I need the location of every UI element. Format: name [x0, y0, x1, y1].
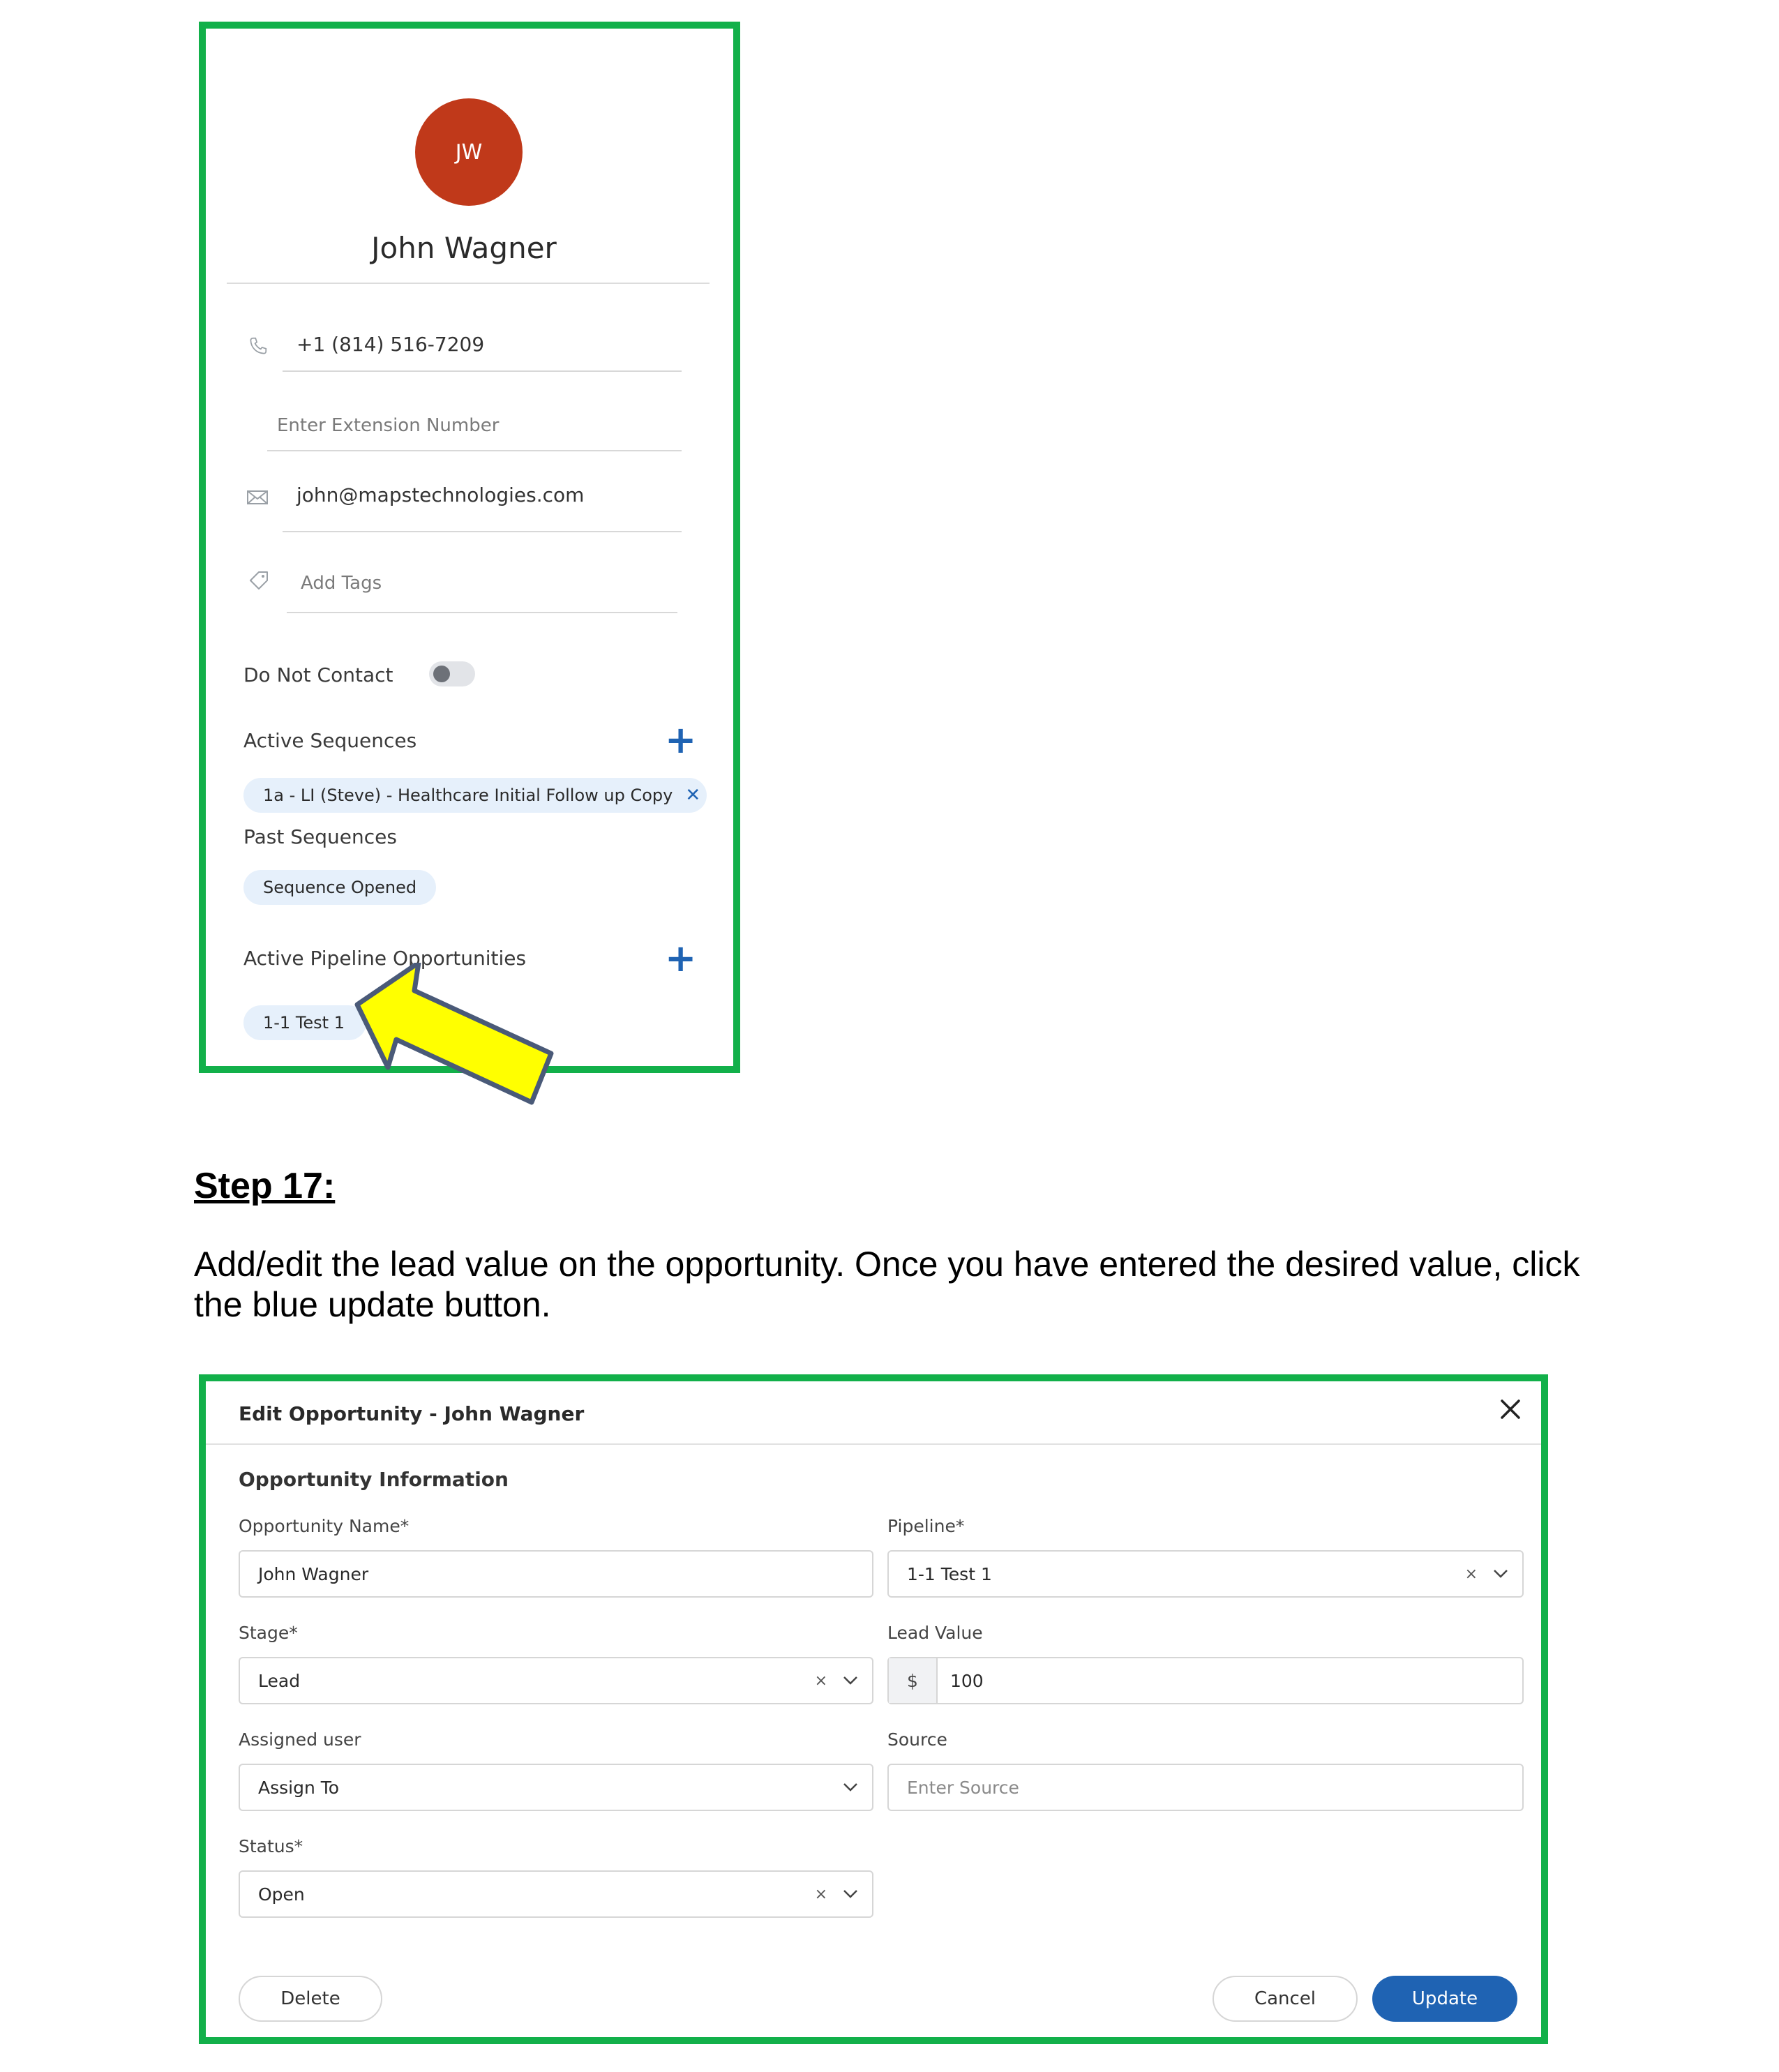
contact-name: John Wagner	[371, 231, 557, 265]
assigned-user-value: Assign To	[258, 1777, 340, 1798]
close-icon[interactable]	[1496, 1395, 1524, 1423]
step-description: Add/edit the lead value on the opportunity. Once you have entered the desired value, click the blue update button.	[194, 1245, 1580, 1324]
tag-icon	[248, 569, 270, 592]
status-value: Open	[258, 1884, 305, 1905]
divider	[227, 283, 710, 284]
update-button[interactable]: Update	[1372, 1976, 1517, 2022]
field-underline	[287, 612, 677, 613]
clear-icon[interactable]: ×	[1464, 1565, 1478, 1583]
source-label: Source	[887, 1729, 947, 1750]
clear-icon[interactable]: ×	[814, 1885, 827, 1903]
field-underline	[267, 450, 682, 451]
status-label: Status*	[239, 1836, 303, 1856]
select-controls	[815, 1872, 858, 1916]
panel-edge	[736, 29, 737, 1068]
lead-value-input[interactable]	[887, 1657, 1524, 1704]
opportunity-name-label: Opportunity Name*	[239, 1516, 410, 1536]
callout-arrow-icon	[349, 963, 565, 1123]
pipeline-value: 1-1 Test 1	[907, 1563, 992, 1584]
stage-label: Stage*	[239, 1623, 298, 1643]
active-sequences-label: Active Sequences	[243, 729, 417, 752]
avatar	[415, 98, 523, 206]
modal-title: Edit Opportunity - John Wagner	[239, 1402, 585, 1425]
lead-value: 100	[950, 1670, 984, 1691]
source-input[interactable]	[887, 1764, 1524, 1811]
stage-value: Lead	[258, 1670, 301, 1691]
stage-select[interactable]	[239, 1657, 873, 1704]
contact-card-screenshot	[199, 22, 740, 1073]
select-controls	[1465, 1552, 1508, 1596]
active-sequence-pill-label: 1a - LI (Steve) - Healthcare Initial Follow up Copy	[263, 786, 673, 805]
pipeline-select[interactable]	[887, 1550, 1524, 1598]
pipeline-pill-label: 1-1 Test 1	[263, 1013, 345, 1033]
do-not-contact-label: Do Not Contact	[243, 663, 393, 686]
opportunity-name-value: John Wagner	[258, 1563, 369, 1584]
phone-field[interactable]: +1 (814) 516-7209	[296, 333, 485, 356]
clear-icon[interactable]: ×	[814, 1672, 827, 1690]
assigned-user-label: Assigned user	[239, 1729, 361, 1750]
pipeline-opportunity-pill[interactable]	[243, 1005, 366, 1040]
chevron-down-icon[interactable]	[843, 1889, 858, 1899]
add-sequence-button[interactable]: +	[665, 718, 697, 762]
avatar-initials: JW	[455, 140, 483, 165]
pipeline-label: Pipeline*	[887, 1516, 965, 1536]
currency-symbol: $	[907, 1670, 918, 1691]
email-field[interactable]: john@mapstechnologies.com	[296, 483, 585, 506]
chevron-down-icon[interactable]	[1493, 1569, 1508, 1579]
add-opportunity-button[interactable]: +	[665, 936, 697, 980]
remove-sequence-icon[interactable]: ✕	[685, 785, 701, 806]
select-controls	[815, 1658, 858, 1703]
toggle-knob	[433, 666, 450, 682]
chevron-down-icon[interactable]	[843, 1676, 858, 1686]
past-sequence-pill[interactable]	[243, 870, 436, 905]
do-not-contact-toggle[interactable]	[429, 661, 475, 686]
select-controls	[843, 1765, 858, 1810]
assigned-user-select[interactable]	[239, 1764, 873, 1811]
active-pipeline-label: Active Pipeline Opportunities	[243, 947, 527, 970]
phone-icon	[248, 336, 269, 356]
delete-button[interactable]: Delete	[239, 1976, 382, 2022]
mail-icon	[246, 489, 269, 506]
past-sequence-pill-label: Sequence Opened	[263, 878, 417, 897]
currency-prefix	[889, 1658, 938, 1703]
add-tags-input[interactable]: Add Tags	[301, 573, 382, 594]
step-title: Step 17:	[194, 1166, 336, 1206]
chevron-down-icon[interactable]	[843, 1782, 858, 1792]
field-underline	[283, 531, 682, 532]
lead-value-label: Lead Value	[887, 1623, 983, 1643]
section-title: Opportunity Information	[239, 1468, 509, 1491]
field-underline	[283, 370, 682, 372]
active-sequence-pill[interactable]	[243, 778, 707, 813]
edit-opportunity-modal	[199, 1374, 1548, 2044]
source-placeholder: Enter Source	[907, 1777, 1019, 1798]
opportunity-name-input[interactable]	[239, 1550, 873, 1598]
status-select[interactable]	[239, 1870, 873, 1918]
divider	[206, 1443, 1541, 1445]
extension-input[interactable]: Enter Extension Number	[277, 415, 500, 436]
past-sequences-label: Past Sequences	[243, 825, 397, 848]
cancel-button[interactable]: Cancel	[1213, 1976, 1358, 2022]
